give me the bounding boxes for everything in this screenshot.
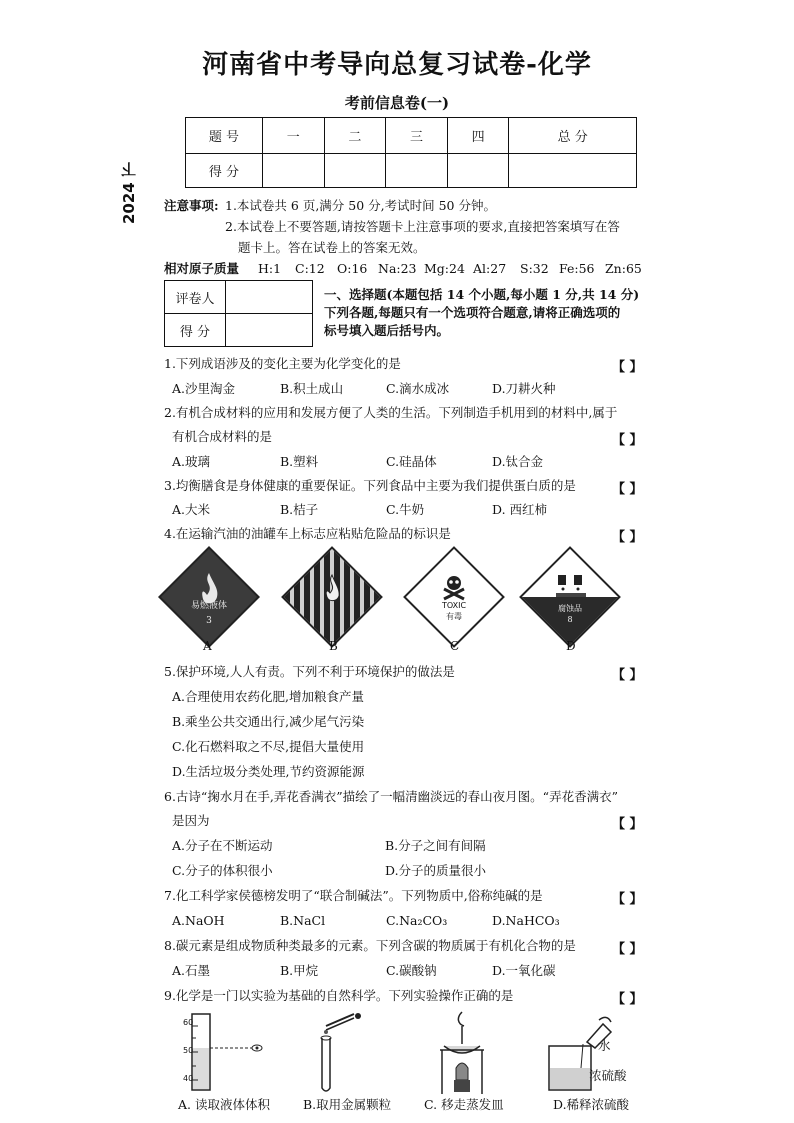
section-instr-1: 下列各题,每题只有一个选项符合题意,请将正确选项的 <box>324 305 621 320</box>
q8-option-d[interactable]: D.一氧化碳 <box>492 963 556 978</box>
q8-answer-bracket[interactable]: 【 】 <box>612 942 643 957</box>
test-tube-figure <box>308 1008 378 1096</box>
q6-option-b[interactable]: B.分子之间有间隔 <box>385 838 486 853</box>
flame-icon <box>296 561 368 633</box>
notes-line-2: 2.本试卷上不要答题,请按答题卡上注意事项的要求,直接把答案填写在答 <box>225 219 620 234</box>
q5-option-a[interactable]: A.合理使用农药化肥,增加粮食产量 <box>172 689 364 704</box>
score-row-label: 得 分 <box>186 154 263 188</box>
q2-option-a[interactable]: A.玻璃 <box>172 454 211 469</box>
q5-stem: 5.保护环境,人人有责。下列不利于环境保护的做法是 <box>164 664 455 679</box>
score-cell[interactable] <box>263 154 325 188</box>
score-cell[interactable] <box>386 154 448 188</box>
q9-option-d[interactable]: D.稀释浓硫酸 <box>553 1097 630 1112</box>
atomic-mass-fe: Fe:56 <box>559 261 595 276</box>
score-col-total: 总 分 <box>509 118 637 154</box>
hazard-sign-c[interactable] <box>418 561 490 633</box>
hazard-sign-b[interactable] <box>296 561 368 633</box>
hazard-sign-a[interactable] <box>173 561 245 633</box>
q2-answer-bracket[interactable]: 【 】 <box>612 433 643 448</box>
cylinder-tick-60: 60 <box>183 1018 194 1027</box>
q1-option-d[interactable]: D.刀耕火种 <box>492 381 556 396</box>
q6-stem-cont: 是因为 <box>172 813 210 828</box>
q9-option-c[interactable]: C. 移走蒸发皿 <box>424 1097 504 1112</box>
q6-option-a[interactable]: A.分子在不断运动 <box>172 838 273 853</box>
q7-option-c[interactable]: C.Na₂CO₃ <box>386 913 448 928</box>
hazard-c-text-en: TOXIC <box>441 601 467 610</box>
q5-option-b[interactable]: B.乘坐公共交通出行,减少尾气污染 <box>172 714 365 729</box>
q2-option-d[interactable]: D.钛合金 <box>492 454 544 469</box>
hazard-a-text: 易燃液体 <box>190 601 227 611</box>
score-col-3: 三 <box>386 118 448 154</box>
q2-option-c[interactable]: C.硅晶体 <box>386 454 437 469</box>
q4-answer-bracket[interactable]: 【 】 <box>612 530 643 545</box>
score-cell[interactable] <box>509 154 637 188</box>
q8-option-a[interactable]: A.石墨 <box>172 963 211 978</box>
q9-stem: 9.化学是一门以实验为基础的自然科学。下列实验操作正确的是 <box>164 988 514 1003</box>
label-water: 水 <box>598 1038 611 1053</box>
q8-option-b[interactable]: B.甲烷 <box>280 963 319 978</box>
q3-stem: 3.均衡膳食是身体健康的重要保证。下列食品中主要为我们提供蛋白质的是 <box>164 478 576 493</box>
notes-line-1: 1.本试卷共 6 页,满分 50 分,考试时间 50 分钟。 <box>225 198 496 213</box>
notes-line-3: 题卡上。答在试卷上的答案无效。 <box>238 240 426 255</box>
atomic-mass-h: H:1 <box>258 261 282 276</box>
q6-stem: 6.古诗“掬水月在手,弄花香满衣”描绘了一幅清幽淡远的春山夜月图。“弄花香满衣” <box>164 789 618 804</box>
section-heading: 一、选择题(本题包括 14 个小题,每小题 1 分,共 14 分) <box>324 287 640 302</box>
grader-score-input[interactable] <box>226 314 313 347</box>
q4-stem: 4.在运输汽油的油罐车上标志应粘贴危险品的标识是 <box>164 526 451 541</box>
q6-option-d[interactable]: D.分子的质量很小 <box>385 863 487 878</box>
score-cell[interactable] <box>324 154 386 188</box>
skull-crossbones-icon <box>418 561 490 633</box>
cylinder-tick-50: 50 <box>183 1046 194 1055</box>
score-col-4: 四 <box>447 118 509 154</box>
cylinder-tick-40: 40 <box>183 1074 194 1083</box>
q2-stem-cont: 有机合成材料的是 <box>172 429 273 444</box>
q2-option-b[interactable]: B.塑料 <box>280 454 319 469</box>
q9-option-a[interactable]: A. 读取液体体积 <box>178 1097 270 1112</box>
atomic-mass-label: 相对原子质量 <box>164 261 240 276</box>
q1-option-b[interactable]: B.积土成山 <box>280 381 344 396</box>
atomic-mass-mg: Mg:24 <box>424 261 465 276</box>
atomic-mass-zn: Zn:65 <box>605 261 642 276</box>
hazard-c-text-cn: 有毒 <box>446 612 462 621</box>
q5-option-c[interactable]: C.化石燃料取之不尽,提倡大量使用 <box>172 739 365 754</box>
q1-option-c[interactable]: C.滴水成冰 <box>386 381 450 396</box>
q7-option-d[interactable]: D.NaHCO₃ <box>492 913 560 928</box>
hazard-sign-d[interactable] <box>534 561 606 633</box>
hazard-label-c: C <box>450 639 460 653</box>
q3-option-a[interactable]: A.大米 <box>172 502 211 517</box>
q5-answer-bracket[interactable]: 【 】 <box>612 668 643 683</box>
atomic-mass-o: O:16 <box>337 261 368 276</box>
score-header-label: 题 号 <box>186 118 263 154</box>
q7-option-b[interactable]: B.NaCl <box>280 913 326 928</box>
score-col-2: 二 <box>324 118 386 154</box>
q3-option-b[interactable]: B.桔子 <box>280 502 319 517</box>
section-instr-2: 标号填入题后括号内。 <box>324 323 450 338</box>
q9-answer-bracket[interactable]: 【 】 <box>612 992 643 1007</box>
side-stamp: 2024 下 <box>120 162 138 224</box>
q1-answer-bracket[interactable]: 【 】 <box>612 360 643 375</box>
q1-option-a[interactable]: A.沙里淘金 <box>172 381 236 396</box>
q3-option-c[interactable]: C.牛奶 <box>386 502 425 517</box>
q7-option-a[interactable]: A.NaOH <box>172 913 225 928</box>
q7-answer-bracket[interactable]: 【 】 <box>612 892 643 907</box>
q9-option-b[interactable]: B.取用金属颗粒 <box>303 1097 392 1112</box>
q7-stem: 7.化工科学家侯德榜发明了“联合制碱法”。下列物质中,俗称纯碱的是 <box>164 888 543 903</box>
q1-stem: 1.下列成语涉及的变化主要为化学变化的是 <box>164 356 401 371</box>
hazard-d-text: 腐蚀品 <box>558 604 582 613</box>
q5-option-d[interactable]: D.生活垃圾分类处理,节约资源能源 <box>172 764 365 779</box>
q6-option-c[interactable]: C.分子的体积很小 <box>172 863 273 878</box>
q8-option-c[interactable]: C.碳酸钠 <box>386 963 437 978</box>
grader-score-label: 得 分 <box>165 314 226 347</box>
page-subtitle: 考前信息卷(一) <box>344 94 450 112</box>
graduated-cylinder-figure <box>180 1012 270 1092</box>
evaporating-dish-figure <box>432 1010 492 1096</box>
label-conc-sulfuric-acid: 浓硫酸 <box>589 1068 627 1083</box>
notes-label: 注意事项: <box>164 198 219 213</box>
score-cell[interactable] <box>447 154 509 188</box>
q2-stem: 2.有机合成材料的应用和发展方便了人类的生活。下列制造手机用到的材料中,属于 <box>164 405 618 420</box>
q3-option-d[interactable]: D. 西红柿 <box>492 502 548 517</box>
atomic-mass-al: Al:27 <box>473 261 507 276</box>
grader-input[interactable] <box>226 281 313 314</box>
hazard-a-number: 3 <box>206 616 212 626</box>
score-col-1: 一 <box>263 118 325 154</box>
q8-stem: 8.碳元素是组成物质种类最多的元素。下列含碳的物质属于有机化合物的是 <box>164 938 576 953</box>
hazard-d-number: 8 <box>567 615 573 624</box>
grader-label: 评卷人 <box>165 281 226 314</box>
atomic-mass-c: C:12 <box>295 261 325 276</box>
score-table <box>185 117 637 188</box>
atomic-mass-na: Na:23 <box>378 261 417 276</box>
q6-answer-bracket[interactable]: 【 】 <box>612 817 643 832</box>
hazard-label-a: A <box>203 639 212 653</box>
hazard-label-d: D <box>566 639 576 653</box>
atomic-mass-s: S:32 <box>520 261 549 276</box>
hazard-label-b: B <box>329 639 338 653</box>
grader-box <box>164 280 313 347</box>
page-title: 河南省中考导向总复习试卷-化学 <box>202 50 592 80</box>
q3-answer-bracket[interactable]: 【 】 <box>612 482 643 497</box>
